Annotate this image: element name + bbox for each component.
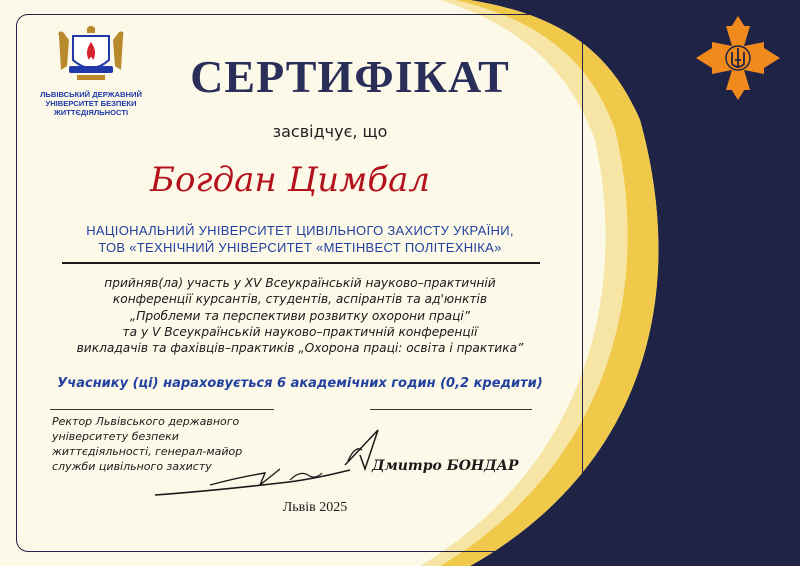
participation-text	[30, 275, 570, 356]
organizations	[40, 222, 560, 256]
body-line: та у V Всеукраїнській науково–практичній конференції	[122, 324, 478, 339]
civil-protection-cross-icon	[692, 12, 784, 104]
organization-line: НАЦІОНАЛЬНИЙ УНІВЕРСИТЕТ ЦИВІЛЬНОГО ЗАХИСТУ УКРАЇНИ,	[86, 223, 514, 238]
handwritten-signature	[150, 425, 380, 505]
university-name: ЛЬВІВСЬКИЙ ДЕРЖАВНИЙ УНІВЕРСИТЕТ БЕЗПЕКИ ЖИТТЄДІЯЛЬНОСТІ	[40, 90, 142, 117]
signature-line-left	[50, 409, 274, 410]
body-line: прийняв(ла) участь у XV Всеукраїнській науково–практичній	[104, 276, 496, 290]
organization-line: ТОВ «ТЕХНІЧНИЙ УНІВЕРСИТЕТ «МЕТІНВЕСТ ПОЛІТЕХНІКА»	[98, 240, 502, 255]
university-crest-icon	[51, 26, 131, 84]
place-year: Львів 2025	[282, 500, 348, 515]
body-line: викладачів та фахівців–практиків „Охорона праці: освіта і практика”	[76, 341, 524, 356]
university-logo	[36, 26, 146, 117]
certifies-text: засвідчує, що	[272, 122, 388, 141]
academic-hours: Учаснику (ці) нараховується 6 академічних годин (0,2 кредити)	[57, 376, 543, 391]
body-line: „Проблеми та перспективи розвитку охорони праці”	[129, 308, 471, 323]
recipient-name: Богдан Цимбал	[149, 160, 431, 200]
rector-title: Ректор Львівського державного університету безпеки життєдіяльності, генерал-майор служби цивільного захисту	[52, 415, 243, 473]
divider	[62, 262, 540, 264]
signer-name: Дмитро БОНДАР	[372, 458, 519, 474]
certificate-title: СЕРТИФІКАТ	[190, 51, 510, 102]
signature-line-right	[370, 409, 532, 410]
body-line: конференції курсантів, студентів, аспірантів та ад'юнктів	[112, 292, 488, 307]
